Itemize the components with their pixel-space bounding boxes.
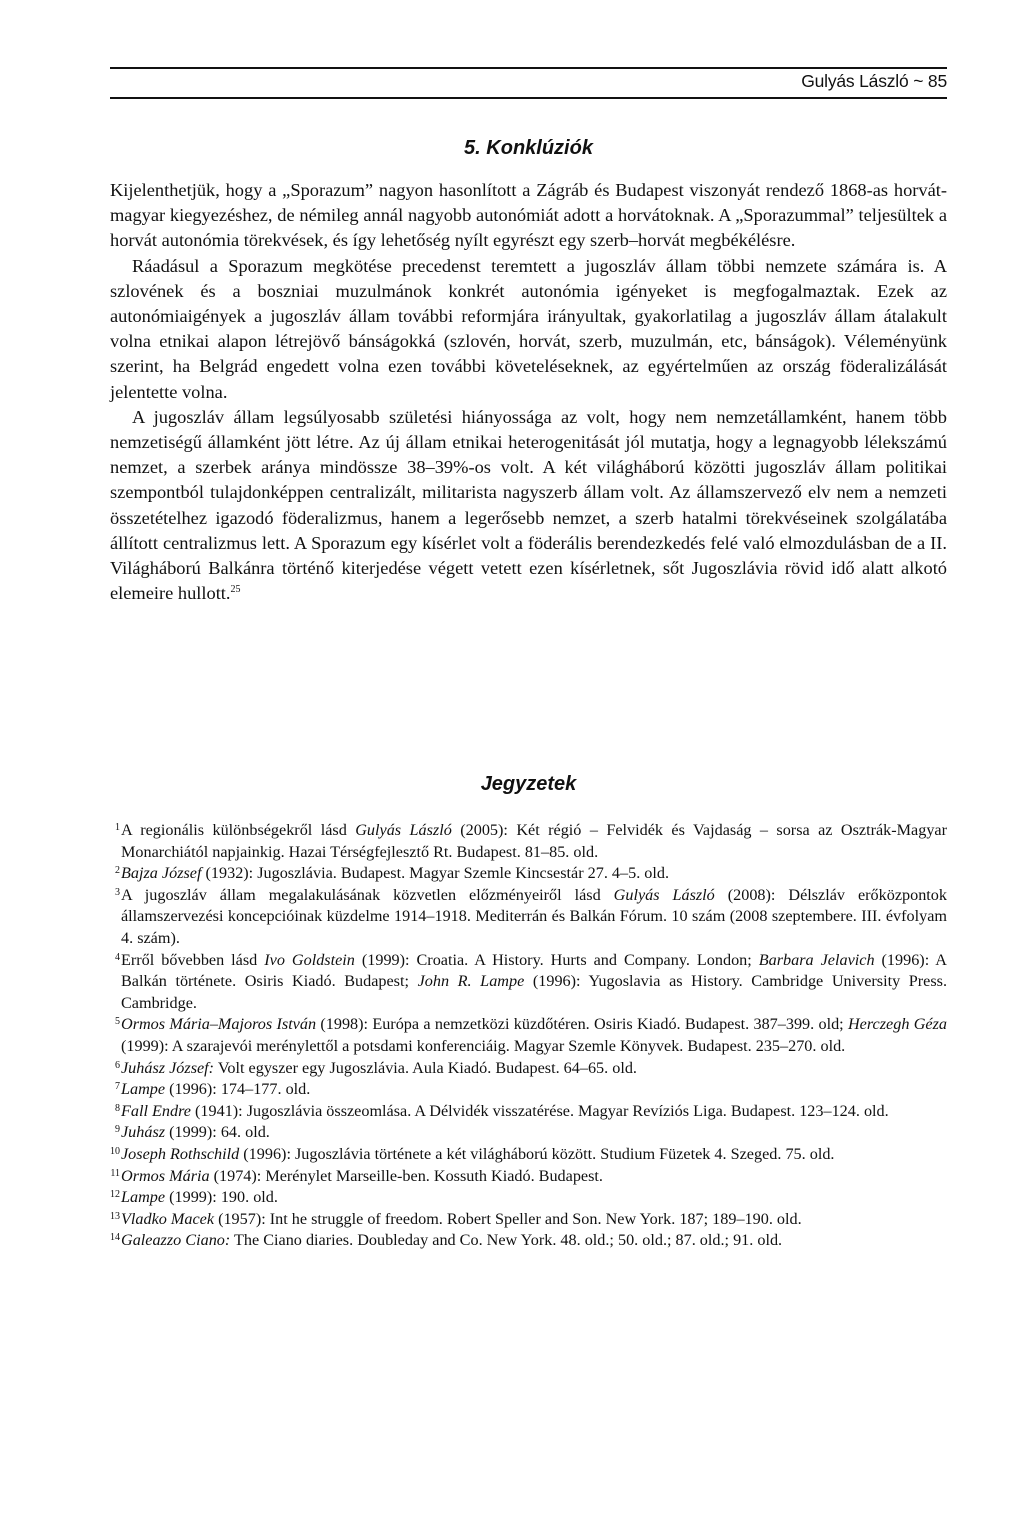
footnote-segment: (1941): Jugoszlávia összeomlása. A Délvidék visszatérése. Magyar Revíziós Liga. Budapest. 123–124. old. <box>190 1101 889 1120</box>
footnote-segment: (1996): A Balkán története. Osiris Kiadó. Budapest; <box>121 950 947 991</box>
footnote-segment: (1996): 174–177. old. <box>165 1080 311 1099</box>
footnote-text <box>121 1101 947 1123</box>
footnote-text <box>121 1122 947 1144</box>
paragraph-3 <box>110 405 947 607</box>
paragraph-2: Ráadásul a Sporazum megkötése precedenst teremtett a jugoszláv állam többi nemzete számára is. A szlovének és a boszniai muzulmánok konkrét autonómia igényeket is megfogalmaztak. Ezek az autonómiaigények a jugoszláv állam további reformjára irányultak, gyakorlatilag a jugoszláv állam átalakult volna etnikai alapon létrejövő bánságokká (szlovén, horvát, szerb, muzulmán, etc, bánságok). Véleményünk szerint, ha Belgrád engedett volna ezen további követeléseknek, az egyértelműen az ország föderalizálását jelentette volna. <box>110 255 947 402</box>
footnote-number: 1 <box>115 822 120 833</box>
footnote-author: Ormos Mária <box>121 1166 210 1185</box>
footnote-author: Vladko Macek <box>121 1209 215 1228</box>
header-rule-top <box>110 67 947 69</box>
footnote-author: Bajza József <box>121 864 202 883</box>
footnote-segment: (1999): Croatia. A History. Hurts and Company. London; <box>354 950 759 969</box>
footnote-1 <box>110 820 947 863</box>
footnote-author: Galeazzo Ciano: <box>121 1231 231 1250</box>
footnote-segment: (1999): 64. old. <box>165 1123 270 1142</box>
footnote-number: 8 <box>115 1102 120 1114</box>
footnote-4 <box>110 950 947 1015</box>
body-text <box>110 178 947 606</box>
footnote-9 <box>110 1122 947 1144</box>
footnote-ref-25[interactable]: 25 <box>230 584 241 596</box>
footnote-number: 4 <box>115 951 120 963</box>
footnote-number: 12 <box>110 1189 120 1201</box>
running-head-author: Gulyás László <box>801 71 909 91</box>
footnote-segment: (1996): Jugoszlávia története a két világháború között. Studium Füzetek 4. Szeged. 75. old. <box>239 1144 835 1163</box>
footnote-segment: (2005): Két régió – Felvidék és Vajdaság – sorsa az Osztrák-Magyar Monarchiától napjainkig. Hazai Térségfejlesztő Rt. Budapest. 81–85. old. <box>121 821 947 861</box>
footnote-author: Lampe <box>121 1080 166 1099</box>
footnote-segment: A jugoszláv állam megalakulásának közvetlen előzményeiről lásd <box>121 885 614 904</box>
footnote-14 <box>110 1230 947 1252</box>
footnote-text <box>121 1079 947 1101</box>
footnote-6 <box>110 1058 947 1080</box>
footnote-segment: (1996): Yugoslavia as History. Cambridge University Press. Cambridge. <box>121 972 948 1012</box>
running-head-separator: ~ <box>913 71 924 91</box>
page-number: 85 <box>927 71 947 91</box>
footnote-author: Herczegh Géza <box>847 1015 947 1034</box>
footnote-text <box>121 1187 947 1209</box>
footnote-7 <box>110 1079 947 1101</box>
footnote-text <box>121 1058 947 1080</box>
footnote-number: 5 <box>115 1016 120 1028</box>
footnote-12 <box>110 1187 947 1209</box>
footnote-author: Juhász József: <box>121 1058 215 1077</box>
footnote-author: Gulyás László <box>613 885 715 904</box>
footnote-segment: Volt egyszer egy Jugoszlávia. Aula Kiadó. Budapest. 64–65. old. <box>214 1058 637 1077</box>
running-head <box>801 71 947 92</box>
footnote-segment: (1999): 190. old. <box>165 1188 278 1207</box>
footnote-text <box>121 1209 947 1231</box>
paragraph-1: Kijelenthetjük, hogy a „Sporazum” nagyon hasonlított a Zágráb és Budapest viszonyát rendező 1868-as horvát-magyar kiegyezéshez, de némileg annál nagyobb autonómiát adott a horvátoknak. A „Sporazummal” teljesültek a horvát autonómia törekvések, és így lehetőség nyílt egyrészt egy szerb–horvát megbékélésre. <box>110 180 947 251</box>
footnote-author: Gulyás László <box>355 821 452 839</box>
footnote-text <box>121 820 947 863</box>
footnote-number: 3 <box>115 886 120 898</box>
footnote-segment: The Ciano diaries. Doubleday and Co. New York. 48. old.; 50. old.; 87. old.; 91. old. <box>230 1231 783 1250</box>
footnote-number: 11 <box>110 1167 120 1179</box>
footnote-number: 10 <box>110 1145 120 1157</box>
footnote-segment: (1957): Int he struggle of freedom. Robert Speller and Son. New York. 187; 189–190. old. <box>214 1209 802 1228</box>
footnote-author: Lampe <box>121 1188 166 1207</box>
section-title: 5. Konklúziók <box>464 137 593 159</box>
footnote-number: 14 <box>110 1232 120 1244</box>
footnote-author: Ivo Goldstein <box>264 950 355 969</box>
footnote-segment: A regionális különbségekről lásd <box>121 821 356 839</box>
footnote-number: 13 <box>110 1210 120 1222</box>
footnote-text <box>121 1166 947 1188</box>
footnote-2 <box>110 863 947 885</box>
footnote-13 <box>110 1209 947 1231</box>
footnote-3 <box>110 885 947 950</box>
footnote-segment: (1932): Jugoszlávia. Budapest. Magyar Szemle Kincsestár 27. 4–5. old. <box>201 864 670 883</box>
footnote-author: John R. Lampe <box>417 972 525 991</box>
footnote-author: Juhász <box>121 1123 166 1142</box>
footnote-text <box>121 1144 947 1166</box>
footnote-number: 6 <box>115 1059 120 1071</box>
footnote-author: Barbara Jelavich <box>758 950 875 969</box>
footnote-text <box>121 1230 947 1252</box>
footnote-text <box>121 863 947 885</box>
paragraph-3-text: A jugoszláv állam legsúlyosabb születési hiányossága az volt, hogy nem nemzetállamként, hanem több nemzetiségű államként jött létre. Az új állam etnikai heterogenitását jól mutatja, hogy a legnagyobb lélekszámú nemzet, a szerbek aránya mindössze 38–39%-os volt. A két világháború közötti jugoszláv állam politikai szempontból tulajdonképpen centralizált, militarista nagyszerb állam volt. Az államszervező elv nem a nemzeti összetételhez igazodó föderalizmus, hanem a legerősebb nemzet, a szerb hatalmi törekvéseinek szolgálatába állított centralizmus lett. A Sporazum egy kísérlet volt a föderális berendezkedés felé való elmozdulásban de a II. Világháború Balkánra történő kiterjedése végett vetett ezen kísérletnek, sőt Jugoszlávia rövid idő alatt alkotó elemeire hullott. <box>110 406 947 604</box>
footnote-segment: Erről bővebben lásd <box>121 950 265 969</box>
footnote-segment: (1999): A szarajevói merénylettől a potsdami konferenciáig. Magyar Szemle Könyvek. Budapest. 235–270. old. <box>121 1036 846 1055</box>
footnote-number: 7 <box>115 1081 120 1093</box>
footnote-10 <box>110 1144 947 1166</box>
footnote-author: Fall Endre <box>121 1101 191 1120</box>
footnote-text <box>121 1014 947 1057</box>
footnote-11 <box>110 1166 947 1188</box>
notes-list <box>110 820 947 1252</box>
header-rule-bottom <box>110 97 947 99</box>
footnote-number: 9 <box>115 1124 120 1136</box>
footnote-text <box>121 885 947 950</box>
footnote-segment: (1974): Merénylet Marseille-ben. Kossuth Kiadó. Budapest. <box>209 1166 603 1185</box>
footnote-segment: (2008): Délszláv erőközpontok államszervezési koncepcióinak küzdelme 1914–1918. Mediterrán és Balkán Fórum. 10 szám (2008 szeptembere. III. évfolyam 4. szám). <box>121 885 947 947</box>
footnote-5 <box>110 1014 947 1057</box>
footnote-author: Ormos Mária–Majoros István <box>121 1015 317 1034</box>
footnote-author: Joseph Rothschild <box>121 1144 240 1163</box>
footnote-segment: (1998): Európa a nemzetközi küzdőtéren. Osiris Kiadó. Budapest. 387–399. old; <box>316 1015 848 1034</box>
notes-title: Jegyzetek <box>480 773 577 795</box>
footnote-number: 2 <box>115 865 120 877</box>
footnote-text <box>121 950 947 1015</box>
footnote-8 <box>110 1101 947 1123</box>
